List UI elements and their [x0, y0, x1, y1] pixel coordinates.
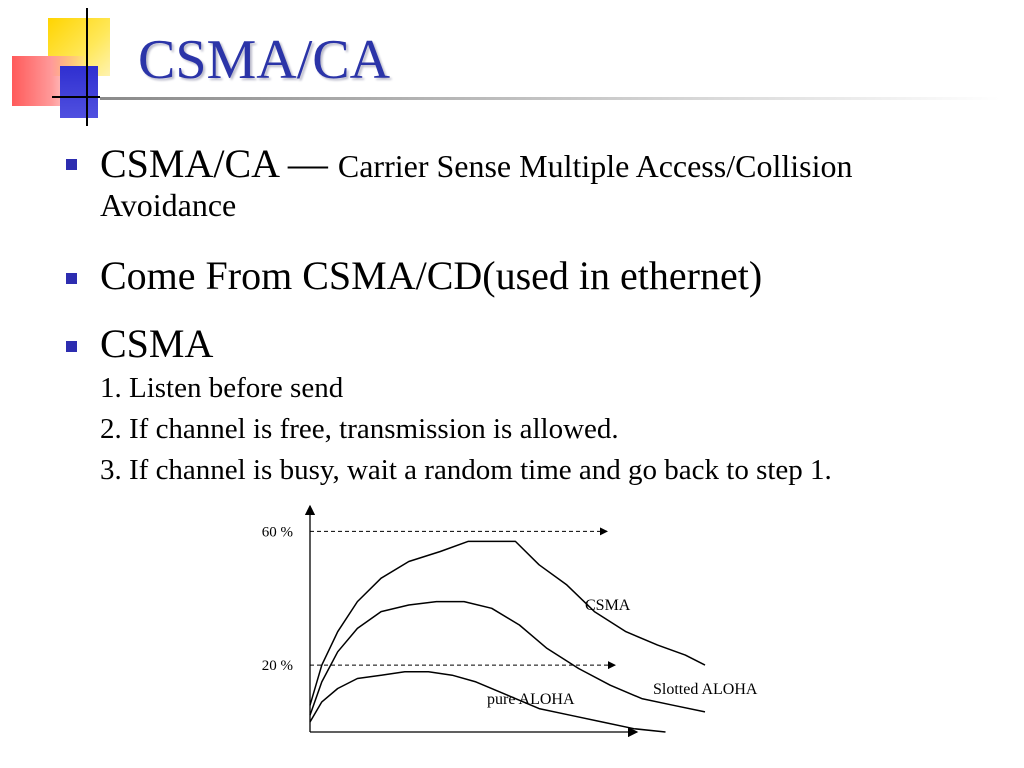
y-tick-label: 20 % [261, 658, 293, 675]
bullet-1-lead: CSMA/CA — [100, 141, 338, 186]
csma-label: CSMA [585, 597, 631, 614]
decor-blue-square [60, 66, 98, 118]
series-labels [487, 597, 758, 708]
bullet-marker [66, 273, 77, 284]
slotted-aloha-label: Slotted ALOHA [653, 681, 758, 698]
slide-title: CSMA/CA [138, 29, 391, 91]
bullet-2: Come From CSMA/CD(used in ethernet) [100, 253, 763, 298]
y-tick-labels [262, 524, 293, 674]
decor-vertical-line [86, 8, 88, 126]
pure-aloha-label: pure ALOHA [487, 691, 575, 708]
bullet-1-continuation: Avoidance [100, 187, 237, 224]
decor-horizontal-line [52, 96, 100, 98]
csma-curve [310, 541, 705, 705]
title-underline [100, 97, 1000, 100]
step-list [100, 368, 832, 491]
step-3: 3. If channel is busy, wait a random time and go back to step 1. [100, 454, 832, 486]
bullet-1 [100, 140, 852, 225]
throughput-chart [235, 500, 795, 745]
step-1: 1. Listen before send [100, 372, 344, 404]
bullet-1-text: Carrier Sense Multiple Access/Collision [337, 148, 853, 184]
step-2: 2. If channel is free, transmission is allowed. [100, 413, 619, 445]
bullet-marker [66, 159, 77, 170]
bullet-3: CSMA [100, 321, 214, 366]
y-tick-label: 60 % [261, 524, 293, 541]
bullet-marker [66, 341, 77, 352]
reference-lines [310, 531, 615, 665]
